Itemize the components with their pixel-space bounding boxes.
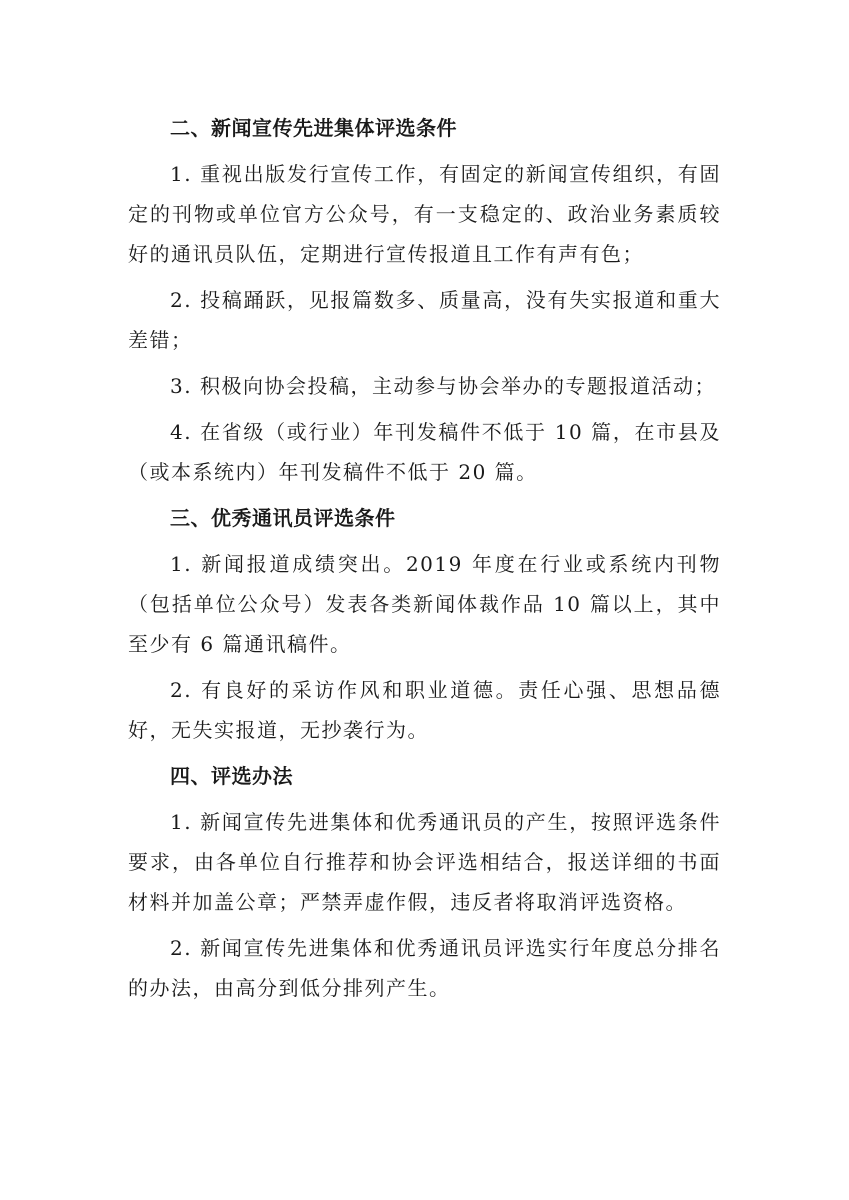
section-heading-collective-criteria: 二、新闻宣传先进集体评选条件 bbox=[170, 116, 457, 140]
collective-criteria-item-1: 1. 重视出版发行宣传工作，有固定的新闻宣传组织，有固定的刊物或单位官方公众号，有一支稳定的、政治业务素质较好的通讯员队伍，定期进行宣传报道且工作有声有色； bbox=[128, 162, 721, 266]
collective-criteria-item-3: 3. 积极向协会投稿，主动参与协会举办的专题报道活动； bbox=[170, 374, 716, 398]
selection-method-item-2: 2. 新闻宣传先进集体和优秀通讯员评选实行年度总分排名的办法，由高分到低分排列产生。 bbox=[128, 936, 721, 1000]
collective-criteria-item-2: 2. 投稿踊跃，见报篇数多、质量高，没有失实报道和重大差错； bbox=[128, 288, 721, 352]
selection-method-item-1: 1. 新闻宣传先进集体和优秀通讯员的产生，按照评选条件要求，由各单位自行推荐和协会评选相结合，报送详细的书面材料并加盖公章；严禁弄虚作假，违反者将取消评选资格。 bbox=[128, 810, 721, 914]
correspondent-criteria-item-2: 2. 有良好的采访作风和职业道德。责任心强、思想品德好，无失实报道，无抄袭行为。 bbox=[128, 678, 721, 742]
correspondent-criteria-item-1: 1. 新闻报道成绩突出。2019 年度在行业或系统内刊物（包括单位公众号）发表各类新闻体裁作品 10 篇以上，其中至少有 6 篇通讯稿件。 bbox=[128, 552, 721, 656]
collective-criteria-item-4: 4. 在省级（或行业）年刊发稿件不低于 10 篇，在市县及（或本系统内）年刊发稿件不低于 20 篇。 bbox=[128, 420, 721, 484]
section-heading-selection-method: 四、评选办法 bbox=[170, 764, 293, 788]
section-heading-correspondent-criteria: 三、优秀通讯员评选条件 bbox=[170, 506, 396, 530]
